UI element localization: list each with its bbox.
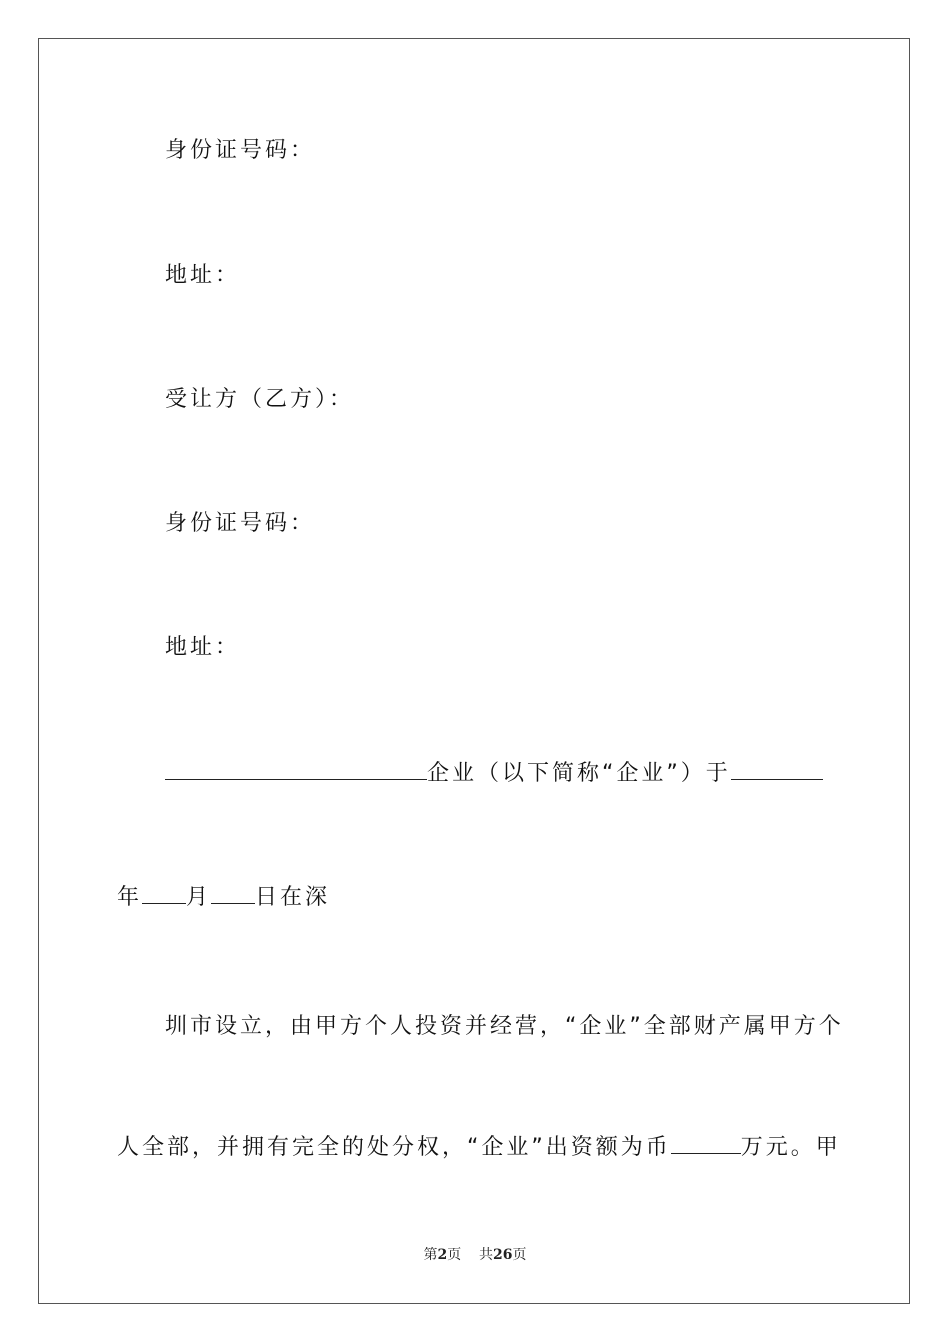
transferee-label: 受让方（乙方）： bbox=[165, 387, 355, 412]
paragraph-line-2-after: 万元。甲 bbox=[740, 1135, 841, 1160]
page-prefix: 第 bbox=[423, 1247, 438, 1263]
month-text: 月 bbox=[186, 885, 212, 910]
total-word: 页 bbox=[512, 1247, 527, 1263]
company-name-blank[interactable] bbox=[165, 759, 427, 780]
page-footer bbox=[0, 1246, 950, 1264]
paragraph-line-2-before: 人全部，并拥有完全的处分权，“企业”出资额为币 bbox=[117, 1135, 671, 1160]
date-line bbox=[117, 883, 330, 912]
year-blank[interactable] bbox=[731, 759, 823, 780]
day-place-text: 日在深 bbox=[255, 885, 331, 910]
total-prefix: 共 bbox=[479, 1247, 494, 1263]
page-border bbox=[38, 38, 910, 1304]
address-label-1: 地址： bbox=[165, 263, 241, 288]
day-blank[interactable] bbox=[211, 883, 255, 904]
page-word: 页 bbox=[447, 1247, 462, 1263]
company-line bbox=[165, 759, 823, 788]
address-label-2: 地址： bbox=[165, 635, 241, 660]
page-number: 2 bbox=[437, 1247, 448, 1263]
company-line-text: 企业（以下简称“企业”）于 bbox=[427, 761, 731, 786]
id-number-label-2: 身份证号码： bbox=[165, 511, 316, 536]
id-number-label-1: 身份证号码： bbox=[165, 138, 316, 163]
paragraph-line-2 bbox=[117, 1133, 841, 1162]
month-blank[interactable] bbox=[142, 883, 186, 904]
total-pages: 26 bbox=[493, 1247, 513, 1263]
year-text: 年 bbox=[117, 885, 143, 910]
capital-amount-blank[interactable] bbox=[671, 1133, 741, 1154]
paragraph-line-1: 圳市设立，由甲方个人投资并经营，“企业”全部财产属甲方个 bbox=[165, 1014, 844, 1039]
